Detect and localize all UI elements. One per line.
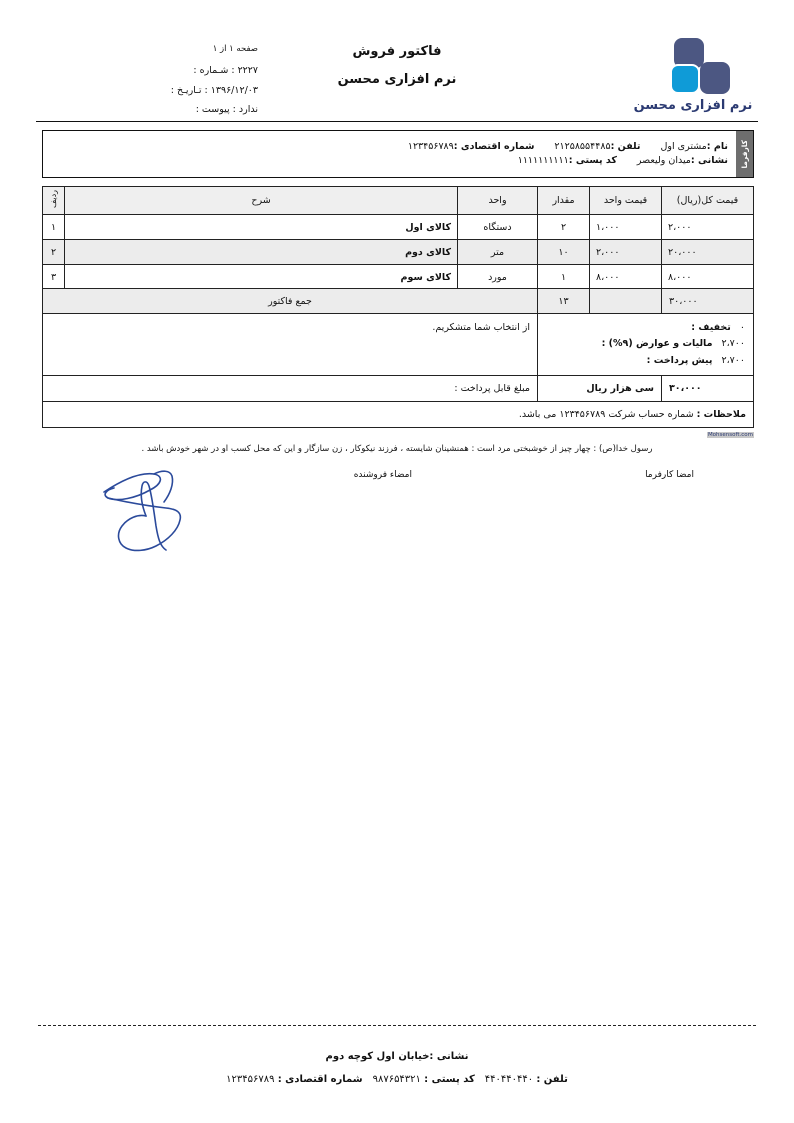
- prepayment-value: ۲،۷۰۰: [721, 354, 745, 366]
- footer-economic-label: شماره اقتصادی :: [277, 1074, 363, 1085]
- footer-address-value: خیابان اول کوچه دوم: [325, 1051, 430, 1062]
- watermark-text: Mohsensoft.com: [707, 432, 753, 438]
- footer-postal-value: ۹۸۷۶۵۴۳۲۱: [372, 1074, 421, 1085]
- column-header-total-price: قیمت کل(ریال): [662, 187, 754, 215]
- remark-value: شماره حساب شرکت ۱۲۳۴۵۶۷۸۹ می باشد.: [518, 409, 694, 420]
- footer-phone-label: تلفن :: [536, 1074, 568, 1085]
- summary-table: [42, 288, 754, 428]
- customer-row-primary: [51, 140, 728, 154]
- page-footer: [38, 1051, 756, 1085]
- cell-description: کالای دوم: [65, 240, 458, 265]
- prepayment-label: پیش پرداخت :: [646, 354, 713, 366]
- footer-divider: [38, 1025, 756, 1026]
- customer-name-value: مشتری اول: [660, 141, 707, 153]
- company-logo: [628, 38, 758, 113]
- invoice-date-label: تـاریـخ :: [170, 84, 202, 96]
- column-header-row-no: ردیف: [43, 187, 65, 215]
- invoice-date-value: ۱۳۹۶/۱۲/۰۳: [210, 84, 258, 96]
- invoice-number-label: شـماره :: [193, 65, 229, 76]
- customer-postal-label: کد پستی :: [568, 155, 617, 166]
- invoice-total-amount: ۳۰،۰۰۰: [662, 289, 754, 314]
- cell-description: کالای اول: [65, 215, 458, 240]
- payable-amount: ۳۰،۰۰۰: [662, 376, 754, 402]
- invoice-total-label: جمع فاکتور: [43, 289, 538, 314]
- customer-name-label: نام :: [706, 141, 728, 153]
- cell-unit: مورد: [458, 265, 538, 290]
- remark-cell: [43, 402, 754, 428]
- discount-value: ۰: [739, 321, 745, 333]
- logo-mark-icon: [656, 38, 730, 94]
- signature-label-employer: امضا کارفرما: [645, 470, 694, 480]
- discount-label: تخفیف :: [691, 321, 731, 333]
- document-meta: [38, 44, 258, 124]
- footer-phone-value: ۴۴۰۴۴۰۴۴۰: [484, 1074, 534, 1085]
- logo-square-accent-icon: [670, 64, 700, 94]
- logo-square-right-icon: [700, 62, 730, 94]
- footer-address-label: نشانی :: [429, 1051, 469, 1062]
- tax-label: مالیات و عوارض (۹%) :: [601, 338, 713, 350]
- cell-row-no: ۳: [43, 265, 65, 290]
- customer-address-value: میدان ولیعصر: [636, 155, 691, 166]
- title-line-1: فاکتور فروش: [352, 44, 442, 59]
- invoice-total-quantity: ۱۳: [538, 289, 590, 314]
- table-row: [43, 240, 754, 265]
- column-header-unit: واحد: [458, 187, 538, 215]
- cell-description: کالای سوم: [65, 265, 458, 290]
- customer-info-body: [43, 131, 736, 177]
- column-header-quantity: مقدار: [538, 187, 590, 215]
- cell-unit-price: ۲،۰۰۰: [590, 240, 662, 265]
- tax-value: ۲،۷۰۰: [721, 338, 745, 350]
- payable-row: [43, 376, 754, 402]
- title-line-2: نرم افزاری محسن: [337, 72, 457, 87]
- column-header-description: شرح: [65, 187, 458, 215]
- column-header-unit-price: قیمت واحد: [590, 187, 662, 215]
- payable-amount-words: سی هزار ریال: [538, 376, 662, 402]
- table-row: [43, 215, 754, 240]
- customer-section-tab: [736, 131, 753, 177]
- amount-breakdown: [538, 314, 754, 376]
- customer-row-secondary: [51, 154, 728, 168]
- cell-quantity: ۲: [538, 215, 590, 240]
- invoice-date-line: ۱۳۹۶/۱۲/۰۳ : تـاریـخ :: [170, 84, 258, 96]
- footer-address-line: [38, 1051, 756, 1062]
- customer-info-box: [42, 130, 754, 178]
- attachment-value: ندارد: [238, 104, 258, 115]
- cell-row-no: ۱: [43, 215, 65, 240]
- attachment-label: پیوست :: [195, 104, 230, 115]
- footer-contact-line: [38, 1074, 756, 1085]
- cell-total-price: ۸،۰۰۰: [662, 265, 754, 290]
- handwritten-signature: [92, 468, 232, 558]
- customer-phone-label: تلفن :: [610, 141, 641, 153]
- payable-label: مبلغ قابل پرداخت :: [43, 376, 538, 402]
- customer-postal-value: ۱۱۱۱۱۱۱۱۱۱: [517, 155, 569, 166]
- footer-postal-label: کد پستی :: [424, 1074, 475, 1085]
- table-header-row: [43, 187, 754, 215]
- cell-row-no: ۲: [43, 240, 65, 265]
- table-row: [43, 265, 754, 290]
- line-items-body: [43, 215, 754, 290]
- invoice-number-value: ۲۲۲۷: [237, 65, 258, 76]
- cell-unit: دستگاه: [458, 215, 538, 240]
- page-indicator: صفحه ۱ از ۱: [212, 44, 258, 54]
- customer-economic-value: ۱۲۳۴۵۶۷۸۹: [407, 141, 454, 153]
- invoice-total-row: [43, 289, 754, 314]
- thanks-message: از انتخاب شما متشکریم.: [43, 314, 538, 376]
- discount-line: [546, 320, 745, 337]
- customer-section-tab-label: کارفرما: [740, 139, 749, 169]
- cell-quantity: ۱۰: [538, 240, 590, 265]
- cell-quantity: ۱: [538, 265, 590, 290]
- cell-unit-price: ۸،۰۰۰: [590, 265, 662, 290]
- prepayment-line: [546, 353, 745, 370]
- invoice-total-spacer-price: [590, 289, 662, 314]
- cell-unit: متر: [458, 240, 538, 265]
- customer-address-label: نشانی :: [690, 155, 728, 166]
- customer-phone-value: ۲۱۲۵۸۵۵۴۴۸۵: [554, 141, 611, 153]
- tax-line: [546, 336, 745, 353]
- line-items-table: [42, 186, 754, 290]
- logo-wordmark: نرم افزاری محسن: [633, 98, 753, 113]
- remark-row: [43, 402, 754, 428]
- cell-unit-price: ۱،۰۰۰: [590, 215, 662, 240]
- invoice-number-line: ۲۲۲۷ : شـماره :: [193, 65, 258, 76]
- breakdown-row: [43, 314, 754, 376]
- cell-total-price: ۲۰،۰۰۰: [662, 240, 754, 265]
- hadith-quote: رسول خدا(ص) : چهار چیز از خوشبختی مرد است : همنشینان شایسته ، فرزند نیکوکار ، زن سازگار و این که محل کسب او در شهر خودش باشد .: [141, 444, 653, 454]
- remark-label: ملاحظات :: [696, 409, 746, 420]
- footer-economic-value: ۱۲۳۴۵۶۷۸۹: [226, 1074, 275, 1085]
- customer-economic-label: شماره اقتصادی :: [453, 141, 535, 153]
- cell-total-price: ۲،۰۰۰: [662, 215, 754, 240]
- signature-label-seller: امضاء فروشنده: [353, 470, 412, 480]
- header-divider: [36, 121, 758, 122]
- attachment-line: ندارد : پیوست :: [195, 104, 258, 115]
